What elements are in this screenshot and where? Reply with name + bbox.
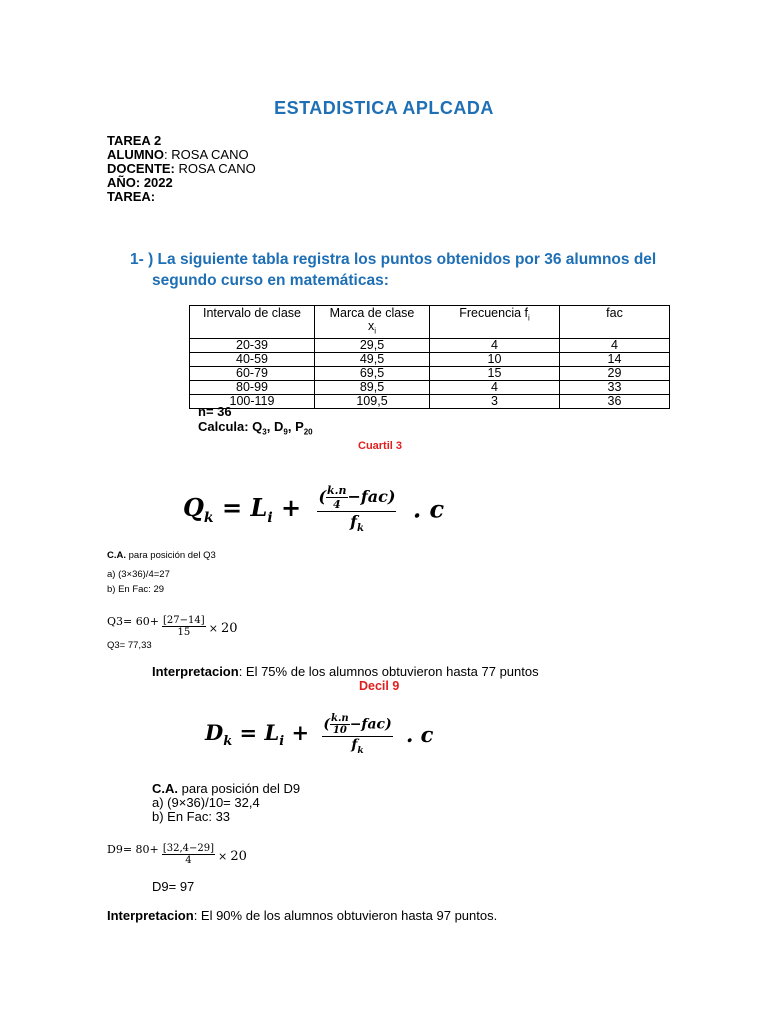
q3-calculation: Q3= 60+ $\frac{[27-14]}{15}$ × 20: [107, 615, 238, 638]
table-row: [190, 338, 670, 352]
ca-d9-a: a) (9×36)/10= 32,4: [152, 795, 260, 810]
table-cell: 100-119: [190, 394, 315, 408]
table-row: [190, 394, 670, 408]
table-cell: 15: [430, 366, 560, 380]
table-row: [190, 366, 670, 380]
d9-interpretation: Interpretacion: El 90% de los alumnos obtuvieron hasta 97 puntos.: [107, 908, 498, 923]
table-cell: 4: [430, 380, 560, 394]
table-cell: 4: [430, 338, 560, 352]
table-cell: 36: [560, 394, 670, 408]
table-cell: 4: [560, 338, 670, 352]
ca-d9-b: b) En Fac: 33: [152, 809, 231, 824]
ca-q3-a: a) (3×36)/4=27: [107, 569, 170, 580]
table-cell: 69,5: [315, 366, 430, 380]
docente-line: DOCENTE: ROSA CANO: [107, 161, 256, 176]
tarea-label-line: TAREA:: [107, 189, 156, 204]
table-cell: 49,5: [315, 352, 430, 366]
table-cell: 20-39: [190, 338, 315, 352]
decile-formula: $D_k = L_i$ + ( $\frac{k.n}{10}$ −fac) $f_k$ . c: [205, 713, 434, 756]
decil-heading: Decil 9: [359, 679, 400, 693]
page-title: ESTADISTICA APLCADA: [274, 98, 494, 118]
table-cell: 33: [560, 380, 670, 394]
anio-line: AÑO: 2022: [107, 175, 173, 190]
table-cell: 3: [430, 394, 560, 408]
header-marca: Marca de clase $x_i$: [315, 306, 430, 339]
table-row: [190, 380, 670, 394]
header-frecuencia: Frecuencia $f_i$: [430, 306, 560, 339]
cuartil-heading: Cuartil 3: [358, 440, 403, 452]
ca-d9-line: C.A. para posición del D9: [152, 781, 301, 796]
table-cell: 29,5: [315, 338, 430, 352]
calcula-text: Calcula: $Q_3$, $D_9$, $P_{20}$: [198, 419, 313, 437]
d9-calculation: D9= 80+ $\frac{[32,4-29]}{4}$ × 20: [107, 843, 247, 866]
table-cell: 60-79: [190, 366, 315, 380]
frequency-table: [189, 305, 670, 409]
table-cell: 109,5: [315, 394, 430, 408]
d9-result: D9= 97: [152, 879, 195, 894]
table-cell: 80-99: [190, 380, 315, 394]
quartile-formula: $Q_k = L_i$ + ( $\frac{k.n}{4}$ −fac) $f_k$ . c: [183, 484, 445, 535]
question-text: 1- ) La siguiente tabla registra los puntos obtenidos por 36 alumnos del segundo curso en matemáticas:: [130, 251, 657, 289]
header-intervalo: Intervalo de clase: [190, 306, 315, 339]
table-cell: 89,5: [315, 380, 430, 394]
ca-q3-line: C.A. para posición del Q3: [107, 550, 216, 561]
table-cell: 40-59: [190, 352, 315, 366]
n-text: n= 36: [198, 404, 232, 419]
table-row: [190, 352, 670, 366]
q3-interpretation: Interpretacion: El 75% de los alumnos obtuvieron hasta 77 puntos: [152, 664, 539, 679]
table-cell: 14: [560, 352, 670, 366]
header-fac: fac: [560, 306, 670, 339]
table-cell: 10: [430, 352, 560, 366]
table-header-row: [190, 306, 670, 339]
alumno-line: ALUMNO: ROSA CANO: [107, 147, 249, 162]
q3-result: Q3= 77,33: [107, 640, 152, 651]
ca-q3-b: b) En Fac: 29: [107, 584, 165, 595]
table-cell: 29: [560, 366, 670, 380]
tarea-line: TAREA 2: [107, 133, 162, 148]
